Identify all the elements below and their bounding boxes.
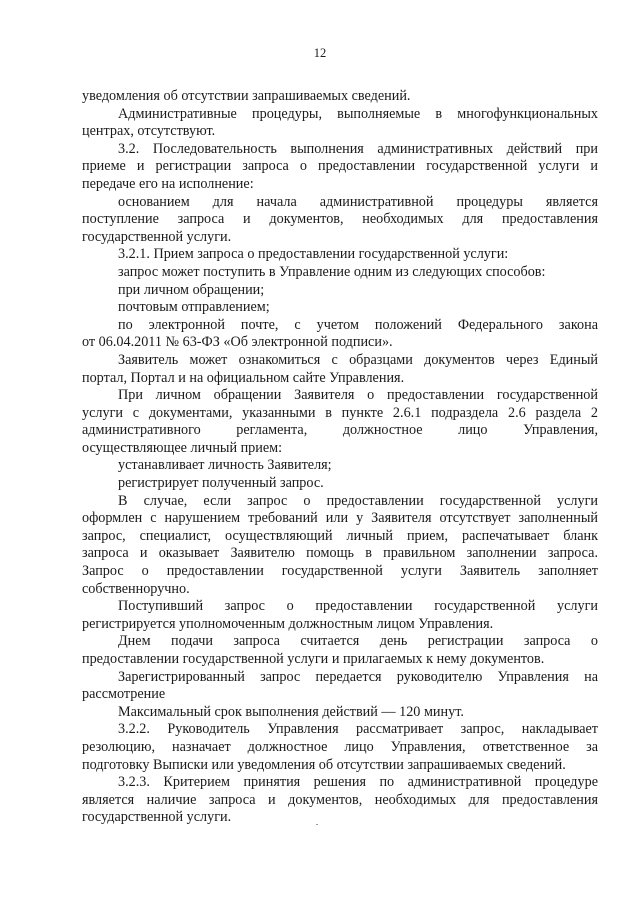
- text-line: резолюцию, назначает должностное лицо Управления, ответственное за: [82, 738, 598, 755]
- text-line: подготовку Выписки или уведомления об отсутствии запрашиваемых сведений.: [82, 756, 566, 773]
- text-line: 3.2.2. Руководитель Управления рассматривает запрос, накладывает: [118, 721, 598, 738]
- text-line: приеме и регистрации запроса о предоставлении государственной услуги и: [82, 158, 598, 175]
- text-line: Днем подачи запроса считается день регистрации запроса о: [118, 633, 598, 650]
- text-line: запроса и оказывает Заявителю помощь в правильном заполнении запроса.: [82, 545, 598, 562]
- text-line: от 06.04.2011 № 63-ФЗ «Об электронной подписи».: [82, 334, 393, 351]
- text-line: Административные процедуры, выполняемые в многофункциональных: [118, 105, 598, 122]
- page-number: 12: [313, 46, 327, 60]
- text-line: осуществляющее личный прием:: [82, 439, 283, 456]
- text-line: 3.2.1. Прием запроса о предоставлении государственной услуги:: [118, 246, 509, 263]
- text-line: уведомления об отсутствии запрашиваемых сведений.: [82, 88, 411, 104]
- text-line: В случае, если запрос о предоставлении государственной услуги: [118, 492, 598, 509]
- text-line: Запрос о предоставлении государственной услуги Заявитель заполняет: [82, 563, 598, 580]
- scan-speck: [316, 824, 318, 825]
- text-line: рассмотрение: [82, 686, 166, 703]
- text-line: запрос может поступить в Управление одним из следующих способов:: [118, 263, 546, 280]
- text-line: Поступивший запрос о предоставлении государственной услуги: [118, 598, 598, 615]
- text-line: основанием для начала административной процедуры является: [118, 193, 598, 210]
- text-line: при личном обращении;: [118, 281, 265, 298]
- text-line: центрах, отсутствуют.: [82, 123, 216, 140]
- text-line: поступление запроса и документов, необходимых для предоставления: [82, 211, 598, 228]
- text-line: по электронной почте, с учетом положений Федерального закона: [118, 316, 598, 333]
- document-body: [82, 88, 598, 827]
- text-line: передаче его на исполнение:: [82, 175, 254, 192]
- text-line: почтовым отправлением;: [118, 299, 270, 316]
- text-line: Максимальный срок выполнения действий — 120 минут.: [118, 703, 464, 720]
- text-line: административного регламента, должностное лицо Управления,: [82, 422, 598, 439]
- text-line: оформлен с нарушением требований или у Заявителя отсутствует заполненный: [82, 510, 598, 527]
- text-line: портал, Портал и на официальном сайте Управления.: [82, 369, 405, 386]
- text-line: При личном обращении Заявителя о предоставлении государственной: [118, 387, 598, 404]
- text-line: собственноручно.: [82, 580, 190, 597]
- text-line: регистрируется уполномоченным должностным лицом Управления.: [82, 615, 494, 632]
- text-line: Зарегистрированный запрос передается руководителю Управления на: [118, 668, 598, 685]
- text-line: государственной услуги.: [82, 809, 232, 826]
- text-line: 3.2.3. Критерием принятия решения по административной процедуре: [118, 774, 598, 791]
- text-line: регистрирует полученный запрос.: [118, 475, 324, 492]
- text-line: запрос, специалист, осуществляющий личный прием, распечатывает бланк: [82, 527, 598, 544]
- text-line: предоставлении государственной услуги и прилагаемых к нему документов.: [82, 651, 545, 667]
- text-line: Заявитель может ознакомиться с образцами документов через Единый: [118, 351, 598, 368]
- text-line: устанавливает личность Заявителя;: [118, 457, 332, 474]
- text-line: является наличие запроса и документов, необходимых для предоставления: [82, 791, 598, 808]
- text-line: услуги с документами, указанными в пункте 2.6.1 подраздела 2.6 раздела 2: [82, 404, 598, 421]
- text-line: государственной услуги.: [82, 228, 232, 245]
- text-line: 3.2. Последовательность выполнения административных действий при: [118, 140, 598, 157]
